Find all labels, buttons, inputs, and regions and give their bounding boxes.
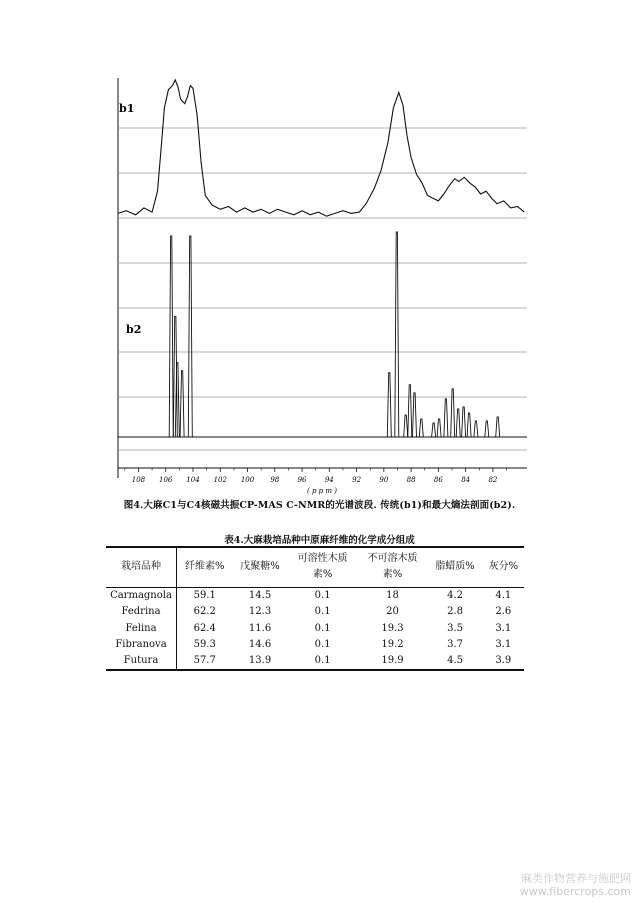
cell-insoluble-lignin: 19.3 [381, 622, 404, 634]
table-row [106, 604, 524, 621]
b2-peak [474, 421, 478, 437]
cell-pentosan: 14.6 [248, 639, 272, 651]
cell-soluble-lignin: 0.1 [288, 653, 358, 670]
x-tick-label: 106 [159, 476, 173, 484]
watermark-line2: www.fibercrops.com [519, 885, 631, 898]
ppm-axis [125, 468, 507, 484]
header-insoluble-lignin-line1: 不可溶木质 [367, 553, 418, 565]
cell-ash: 3.1 [495, 622, 512, 634]
b2-peak [456, 409, 460, 437]
cell-ash: 3.1 [495, 639, 512, 651]
header-cultivar: 栽培品种 [106, 547, 177, 587]
x-tick-label: 96 [297, 476, 307, 484]
cell-lipid-wax: 3.5 [447, 622, 464, 634]
header-insoluble-lignin-line2: 素% [382, 569, 403, 581]
b2-peak [404, 415, 408, 437]
cell-cultivar: Futura [106, 653, 177, 670]
b2-peak [419, 419, 423, 437]
b2-peak [444, 399, 448, 437]
cell-cellulose: 59.1 [193, 590, 216, 601]
x-tick-label: 94 [324, 476, 334, 484]
x-tick-label: 98 [270, 476, 280, 484]
cell-insoluble-lignin: 19.2 [381, 639, 404, 651]
x-tick-label: 82 [488, 476, 498, 484]
header-ash: 灰分% [483, 547, 524, 587]
panel-b2-label: b2 [126, 323, 142, 336]
site-watermark [520, 872, 631, 898]
cell-soluble-lignin: 0.1 [314, 606, 331, 618]
x-tick-label: 104 [186, 476, 200, 484]
table-row [106, 637, 524, 654]
table-row [106, 653, 524, 670]
cell-insoluble-lignin: 18 [386, 590, 399, 601]
cell-cellulose: 62.2 [193, 606, 216, 618]
header-soluble-lignin-line1: 可溶性木质 [297, 553, 348, 565]
cell-lipid-wax: 2.8 [447, 606, 464, 618]
x-tick-label: 100 [240, 476, 255, 484]
cell-lipid-wax: 3.7 [447, 639, 464, 651]
cell-ash: 4.1 [495, 590, 512, 601]
cell-ash: 3.9 [483, 653, 524, 670]
b2-peak [432, 423, 436, 437]
cell-cellulose: 57.7 [177, 653, 233, 670]
b2-peak [180, 371, 184, 437]
cell-lipid-wax: 4.2 [447, 590, 464, 601]
b2-peak [408, 385, 412, 437]
b1-gridlines [118, 128, 527, 218]
b2-peak [169, 236, 173, 437]
cell-insoluble-lignin: 20 [386, 606, 399, 618]
table-row [106, 587, 524, 604]
x-tick-label: 90 [379, 476, 389, 484]
x-tick-label: 88 [406, 476, 416, 484]
b2-peak [496, 417, 500, 437]
x-tick-label: 84 [461, 476, 471, 484]
cell-cultivar: Carmagnola [106, 587, 177, 604]
b2-peak [451, 389, 455, 437]
composition-table [106, 546, 524, 671]
table-caption: 表4.大麻栽培品种中原麻纤维的化学成分组成 [224, 535, 415, 546]
cell-cultivar: Fibranova [106, 637, 177, 654]
b2-peak [437, 419, 441, 437]
header-lipid-wax: 脂蜡质% [427, 547, 482, 587]
cell-pentosan: 14.5 [248, 590, 272, 601]
table-row [106, 620, 524, 637]
figure-caption: 图4.大麻C1与C4核磁共振CP-MAS C-NMR的光谱波段. 传统(b1)和最大熵法剖面(b2). [123, 500, 516, 511]
header-cellulose: 纤维素% [177, 547, 233, 587]
panel-b1-label: b1 [119, 102, 135, 115]
cell-soluble-lignin: 0.1 [314, 590, 331, 601]
b2-peak [413, 393, 417, 437]
x-tick-label: 102 [213, 476, 227, 484]
b2-peak [188, 236, 192, 437]
cell-insoluble-lignin: 19.9 [358, 653, 428, 670]
b1-spectrum-line [118, 80, 524, 216]
header-insoluble-lignin [358, 547, 428, 587]
cell-soluble-lignin: 0.1 [314, 622, 331, 634]
cell-soluble-lignin: 0.1 [314, 639, 331, 651]
x-tick-label: 108 [131, 476, 146, 484]
b2-peak [462, 407, 466, 437]
header-pentosan: 戊聚糖% [232, 547, 287, 587]
cell-cultivar: Fedrina [106, 604, 177, 621]
axis-unit-label: ( p p m ) [307, 487, 337, 495]
header-soluble-lignin-line2: 素% [312, 569, 333, 581]
cell-cellulose: 62.4 [193, 622, 216, 634]
cell-cultivar: Felina [106, 620, 177, 637]
cell-pentosan: 11.6 [248, 622, 272, 634]
header-soluble-lignin [288, 547, 358, 587]
cell-pentosan: 12.3 [248, 606, 272, 618]
x-tick-label: 92 [352, 476, 362, 484]
cell-pentosan: 13.9 [232, 653, 287, 670]
cell-ash: 2.6 [495, 606, 512, 618]
x-tick-label: 86 [433, 476, 443, 484]
b2-peak [467, 413, 471, 437]
b2-peak [485, 421, 489, 437]
table-header-row [106, 547, 524, 587]
watermark-line1: 麻类作物营养与施肥网 [521, 872, 631, 885]
cell-lipid-wax: 4.5 [427, 653, 482, 670]
b2-peak [387, 373, 391, 437]
cell-cellulose: 59.3 [193, 639, 216, 651]
